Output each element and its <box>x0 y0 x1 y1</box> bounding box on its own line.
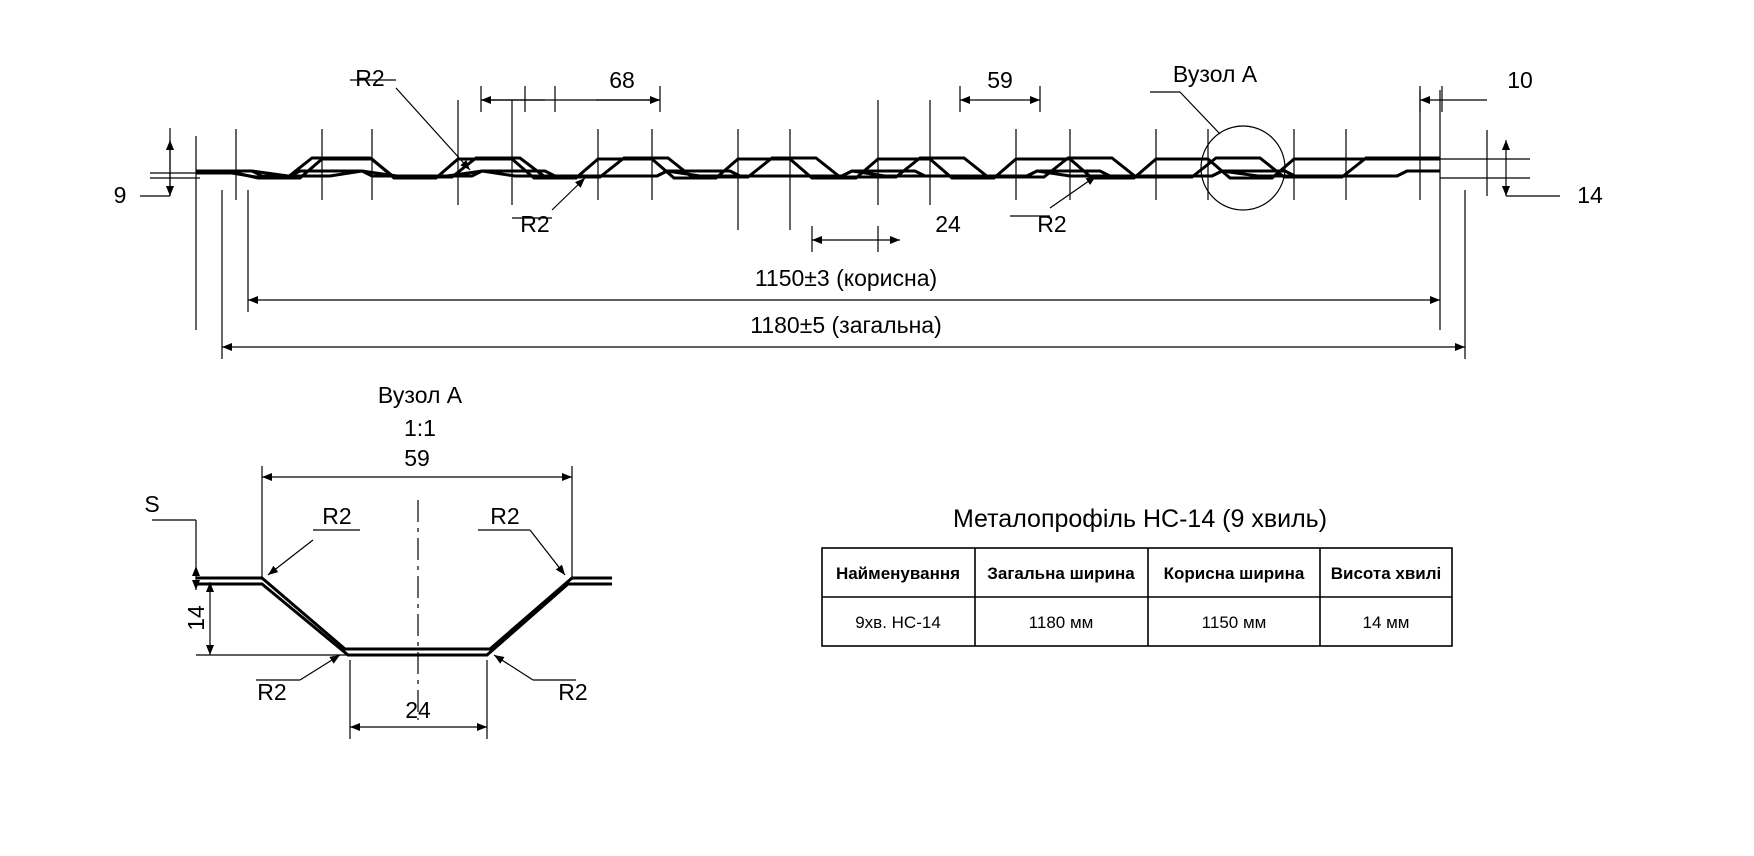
table-data-cell: 14 мм <box>1362 613 1410 632</box>
table-header-cell: Корисна ширина <box>1163 564 1305 583</box>
detail-title: Вузол A <box>377 382 463 408</box>
dim-label-10: 10 <box>1507 67 1533 93</box>
spec-table <box>822 505 1452 646</box>
table-header-cell: Найменування <box>835 564 961 583</box>
profile-corrugation-path <box>252 171 1407 176</box>
table-title: Металопрофіль НС-14 (9 хвиль) <box>952 505 1328 533</box>
top-view-construction-lines <box>170 90 1487 330</box>
detail-profile-path <box>196 578 612 649</box>
table-data-cell: 1180 мм <box>1028 613 1094 632</box>
dim-label-r2-b: R2 <box>520 211 550 237</box>
dim-10 <box>1420 67 1533 112</box>
dim-label-r2-bl: R2 <box>257 679 287 705</box>
callout-label-vuzol-a: Вузол A <box>1172 61 1258 87</box>
dim-label-59-top: 59 <box>987 67 1013 93</box>
table-header-cell: Висота хвилі <box>1330 564 1442 583</box>
table-header-cell: Загальна ширина <box>987 564 1135 583</box>
dim-label-r2-c: R2 <box>1037 211 1067 237</box>
dim-label-9: 9 <box>113 182 127 208</box>
dim-14-detail <box>183 582 350 655</box>
detail-scale: 1:1 <box>404 415 436 441</box>
dim-s-thickness <box>144 491 196 590</box>
dim-24-top <box>812 211 961 252</box>
dim-label-s: S <box>144 491 160 517</box>
dim-label-r2-a: R2 <box>355 65 385 91</box>
r2-leader-group-top <box>350 65 1096 237</box>
dim-label-1180: 1180±5 (загальна) <box>750 312 942 338</box>
dim-59-top <box>960 67 1040 112</box>
dim-label-r2-br: R2 <box>558 679 588 705</box>
dim-label-59-detail: 59 <box>404 445 430 471</box>
detail-profile-top-path <box>196 584 612 655</box>
table-data-cell: 1150 мм <box>1201 613 1267 632</box>
dim-label-r2-tr: R2 <box>490 503 520 529</box>
dim-label-24-top: 24 <box>935 211 961 237</box>
dim-59-detail <box>262 445 572 580</box>
dim-label-r2-tl: R2 <box>322 503 352 529</box>
dim-label-68: 68 <box>609 67 635 93</box>
detail-view-vuzol-a <box>144 382 612 739</box>
dim-label-24-detail: 24 <box>405 697 431 723</box>
dim-label-14-detail: 14 <box>183 605 209 631</box>
dim-14-top <box>1420 140 1603 208</box>
dim-1150 <box>248 190 1440 312</box>
dim-label-14-top: 14 <box>1577 182 1603 208</box>
detail-callout-a <box>1150 61 1285 210</box>
dim-9 <box>114 140 200 208</box>
dim-68 <box>481 67 660 112</box>
dim-label-1150: 1150±3 (корисна) <box>754 265 938 291</box>
r2-leader-group-detail <box>256 503 588 705</box>
table-data-cell: 9хв. НС-14 <box>855 613 941 632</box>
